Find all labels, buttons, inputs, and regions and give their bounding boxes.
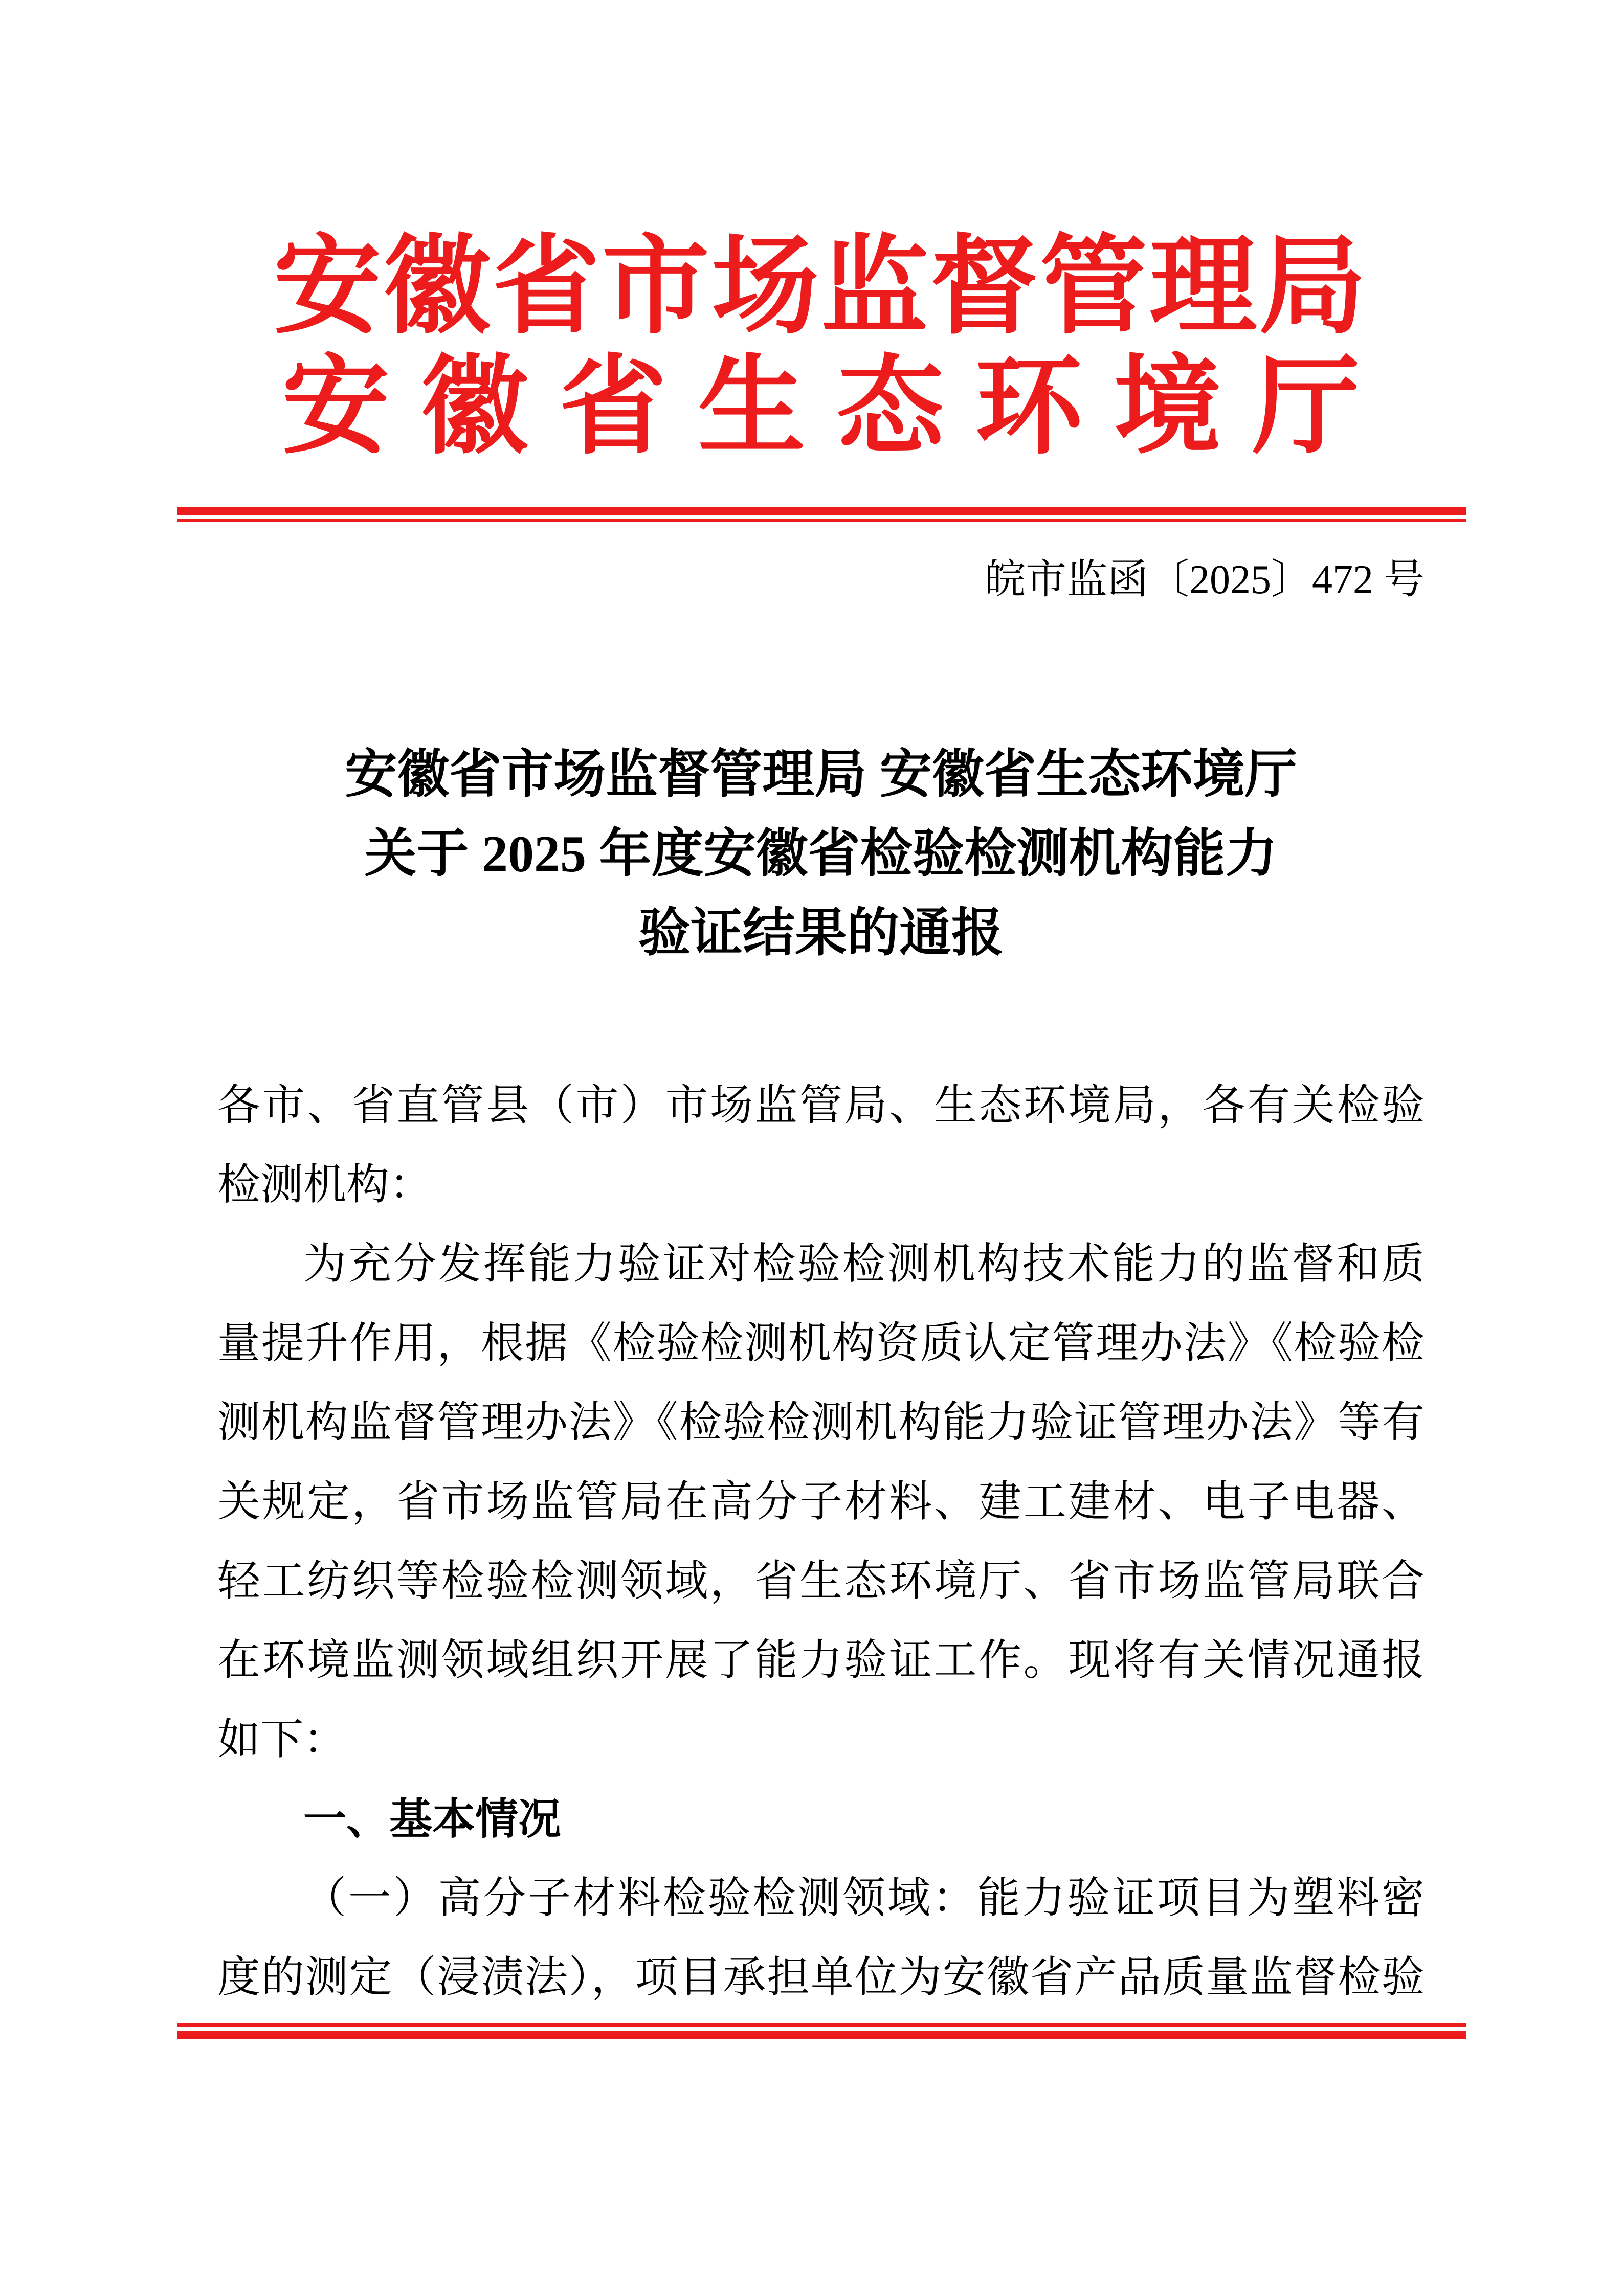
header-divider-thick-line xyxy=(177,507,1466,515)
section-heading: 一、基本情况 xyxy=(303,1795,562,1843)
salutation-line: 各市、省直管县（市）市场监管局、生态环境局，各有关检验 xyxy=(217,1082,1425,1130)
salutation-line: 检测机构： xyxy=(217,1161,433,1209)
paragraph-line: 轻工纺织等检验检测领域，省生态环境厅、省市场监管局联合 xyxy=(217,1558,1425,1605)
paragraph-line: （一）高分子材料检验检测领域：能力验证项目为塑料密 xyxy=(303,1875,1425,1922)
paragraph-line: 关规定，省市场监管局在高分子材料、建工建材、电子电器、 xyxy=(217,1478,1425,1526)
header-divider-thin-line xyxy=(177,519,1466,522)
letterhead-agency-2: 安徽省生态环境厅 xyxy=(282,348,1391,467)
document-number: 皖市监函〔2025〕472 号 xyxy=(985,557,1425,602)
letterhead xyxy=(217,228,1425,468)
document-body xyxy=(217,1066,1425,2017)
document-title-line-3: 验证结果的通报 xyxy=(638,905,1004,962)
paragraph-line: 在环境监测领域组织开展了能力验证工作。现将有关情况通报 xyxy=(217,1637,1425,1684)
footer-divider-thick-line xyxy=(177,2031,1466,2039)
paragraph-line: 测机构监督管理办法》《检验检测机构能力验证管理办法》等有 xyxy=(217,1399,1425,1447)
footer-divider-thin-line xyxy=(177,2023,1466,2027)
paragraph-line: 如下： xyxy=(217,1716,347,1764)
document-title-line-1: 安徽省市场监督管理局 安徽省生态环境厅 xyxy=(345,746,1297,804)
paragraph-line: 度的测定（浸渍法），项目承担单位为安徽省产品质量监督检验 xyxy=(217,1954,1425,2001)
footer-divider xyxy=(177,2023,1466,2039)
letterhead-agency-1: 安徽省市场监督管理局 xyxy=(273,228,1368,347)
paragraph-line: 为充分发挥能力验证对检验检测机构技术能力的监督和质 xyxy=(303,1241,1425,1288)
document-title xyxy=(217,735,1425,973)
paragraph-line: 量提升作用，根据《检验检测机构资质认定管理办法》《检验检 xyxy=(217,1320,1425,1367)
document-title-line-2: 关于 2025 年度安徽省检验检测机构能力 xyxy=(364,825,1278,883)
header-divider xyxy=(177,507,1466,522)
